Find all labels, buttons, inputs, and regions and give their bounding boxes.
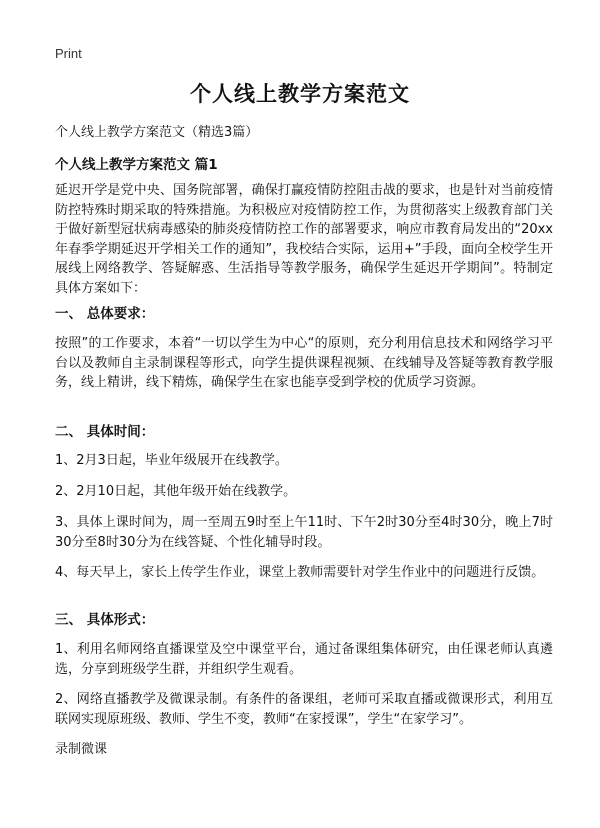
heading-specific-form: 三、 具体形式： [55, 612, 155, 628]
time-item-2: 2、2月10日起，其他年级开始在线教学。 [55, 484, 297, 499]
closing-line: 录制微课 [55, 742, 108, 757]
section-title: 个人线上教学方案范文 篇1 [55, 157, 218, 173]
general-requirements-paragraph: 按照”的工作要求，本着“一切以学生为中心“的原则，充分利用信息技术和网络学习平台以及教师自主录制课程等形式，向学生提供课程视频、在线辅导及答疑等教育教学服务，线上精讲，线下精炼，确保学生在家也能享受到学校的优质学习资源。 [55, 336, 553, 390]
time-item-4: 4、每天早上，家长上传学生作业，课堂上教师需要针对学生作业中的问题进行反馈。 [55, 565, 545, 580]
document-title: 个人线上教学方案范文 [190, 82, 410, 106]
heading-general-requirements: 一、 总体要求： [55, 306, 155, 322]
document-subtitle: 个人线上教学方案范文（精选3篇） [55, 125, 259, 140]
heading-specific-time: 二、 具体时间： [55, 424, 155, 440]
intro-paragraph: 延迟开学是党中央、国务院部署，确保打赢疫情防控阻击战的要求，也是针对当前疫情防控特殊时期采取的特殊措施。为积极应对疫情防控工作，为贯彻落实上级教育部门关于做好新型冠状病毒感染的肺炎疫情防控工作的部署要求，响应市教育局发出的“20xx年春季学期延迟开学相关工作的通知”，我校结合实际，运用+”手段，面向全校学生开展线上网络教学、答疑解惑、生活指导等教学服务，确保学生延迟开学期间”。特制定具体方案如下： [55, 183, 553, 296]
print-label[interactable]: Print [55, 46, 82, 61]
time-item-1: 1、2月3日起，毕业年级展开在线教学。 [55, 453, 288, 468]
form-item-1: 1、利用名师网络直播课堂及空中课堂平台，通过备课组集体研究，由任课老师认真遴选，分享到班级学生群，并组织学生观看。 [55, 642, 553, 677]
form-item-2: 2、网络直播教学及微课录制。有条件的备课组，老师可采取直播或微课形式，利用互联网实现原班级、教师、学生不变，教师“在家授课”，学生“在家学习”。 [55, 692, 553, 727]
time-item-3: 3、具体上课时间为，周一至周五9时至上午11时、下午2时30分至4时30分，晚上7时30分至8时30分为在线答疑、个性化辅导时段。 [55, 515, 553, 550]
